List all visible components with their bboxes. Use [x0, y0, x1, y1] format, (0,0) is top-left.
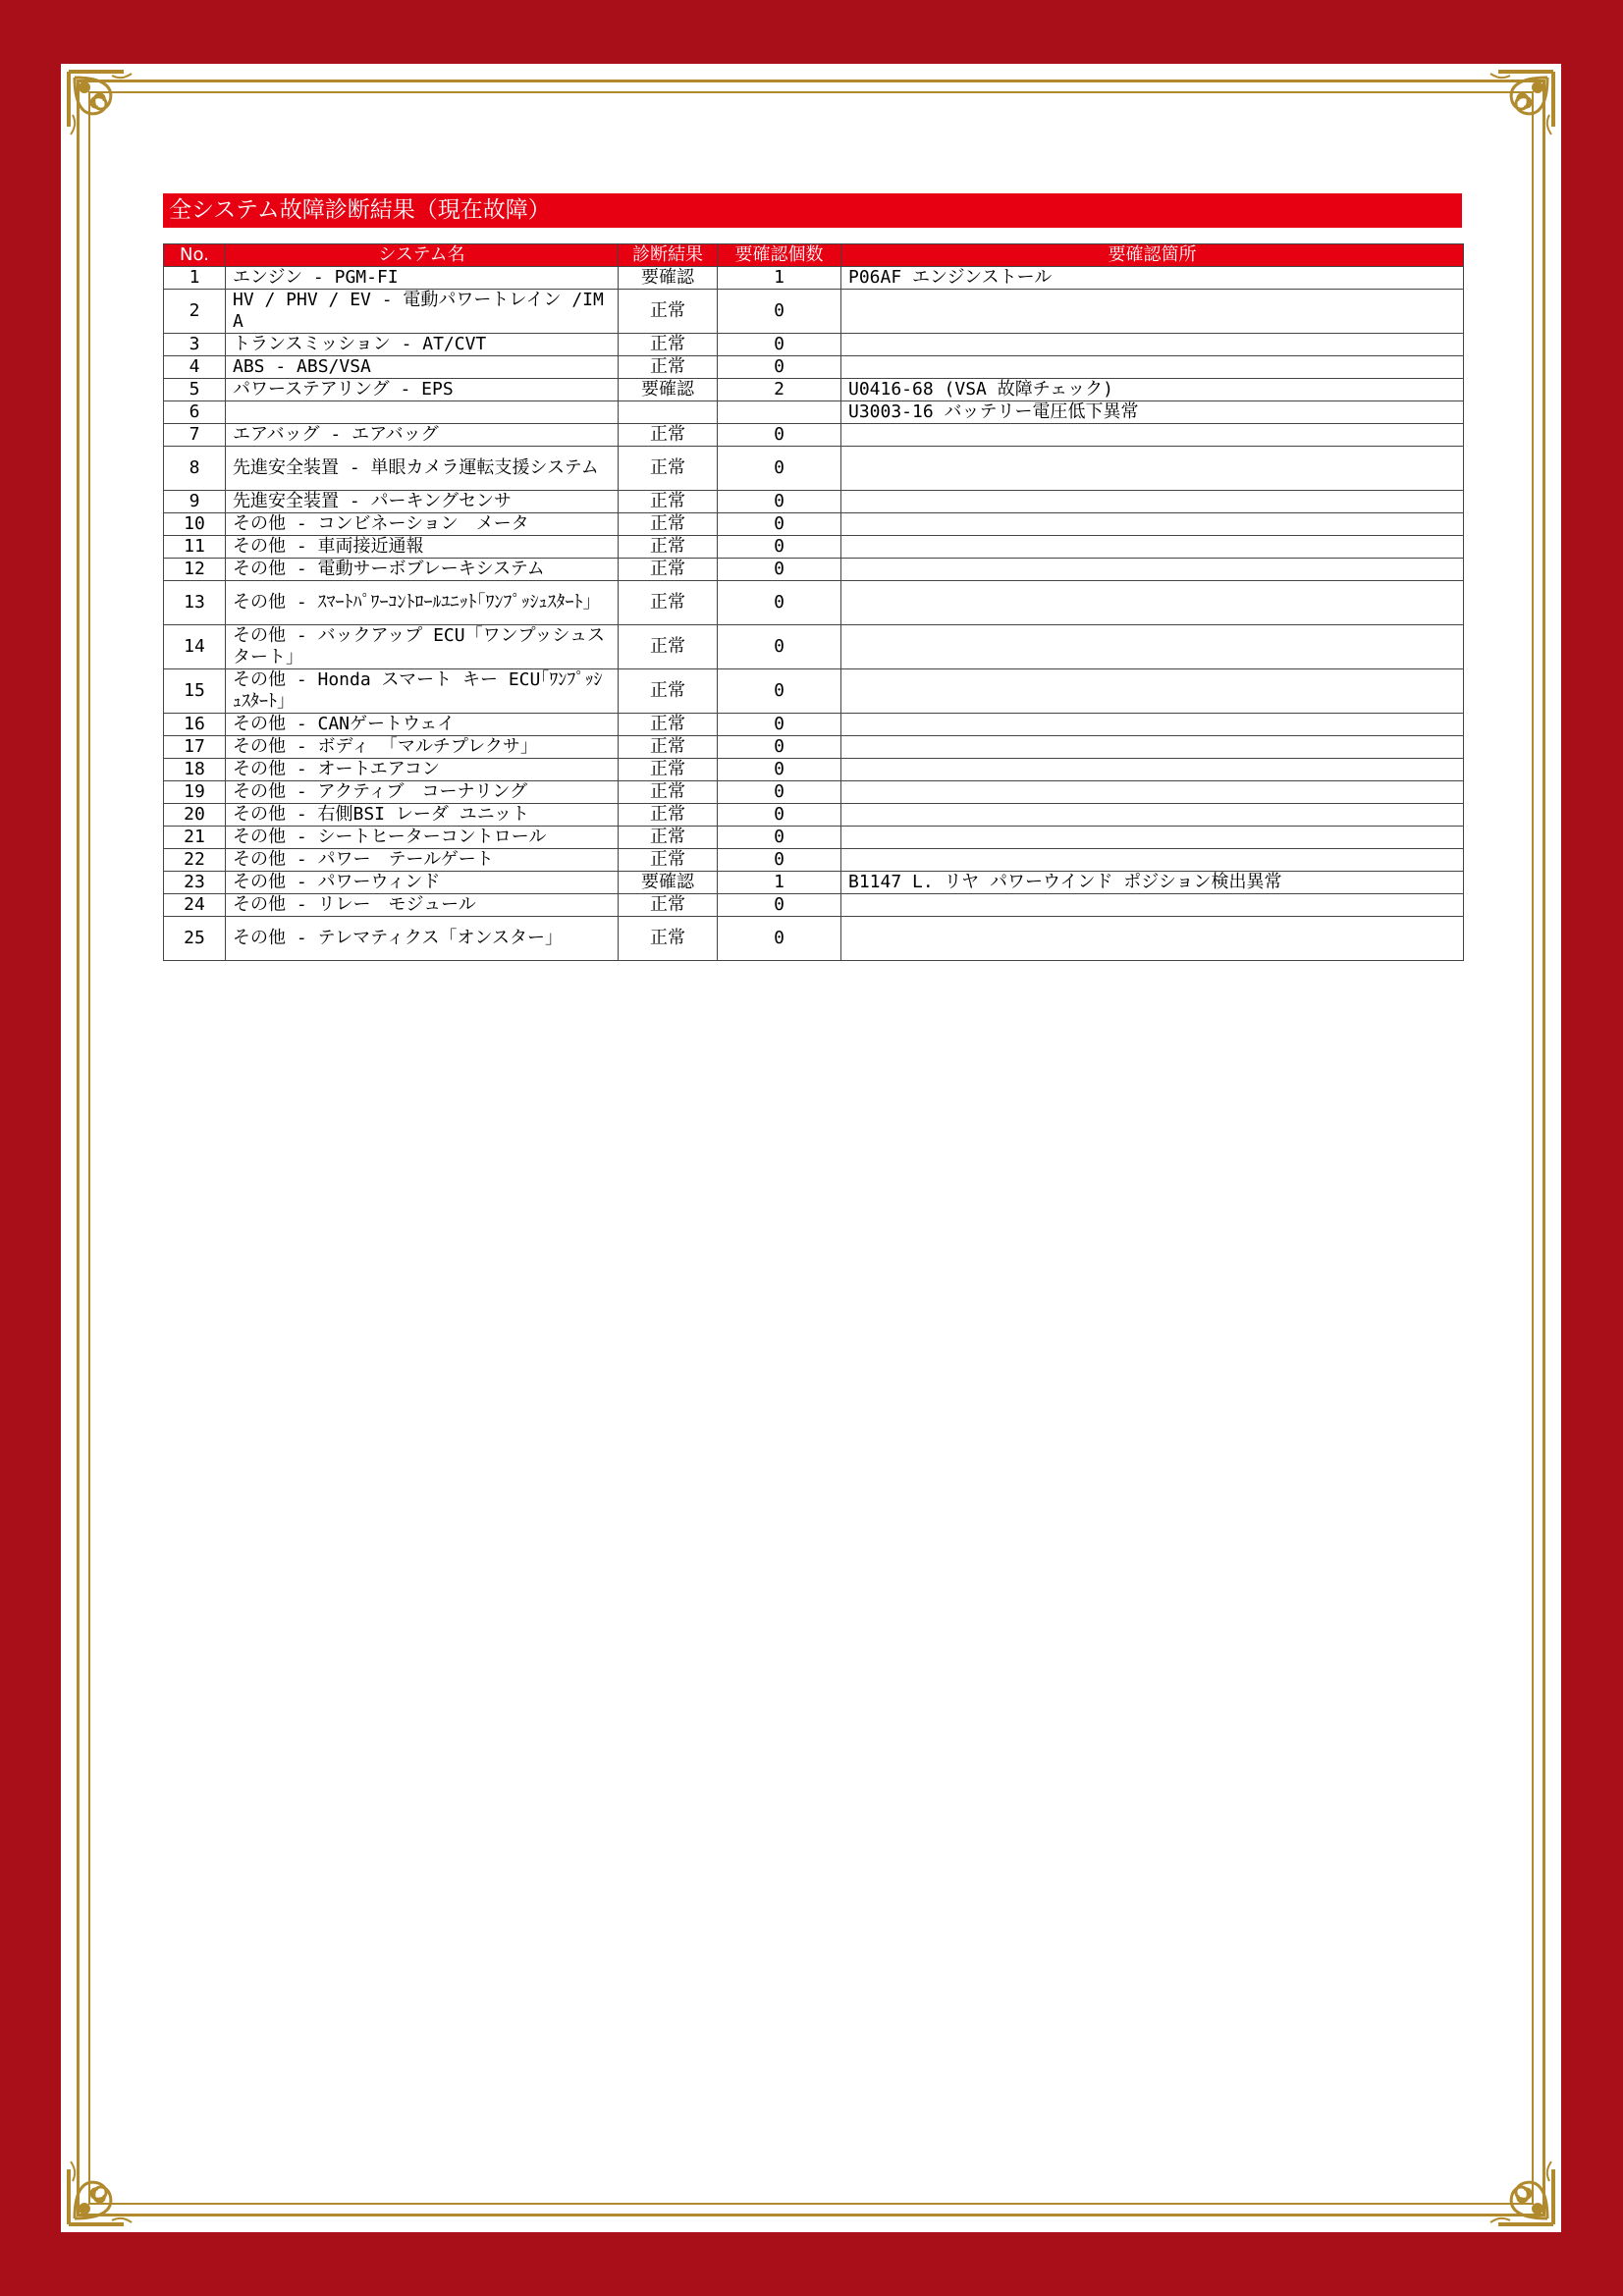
- cell-result: 正常: [619, 781, 718, 804]
- cell-count: 0: [718, 581, 841, 625]
- cell-system-name: トランスミッション - AT/CVT: [226, 334, 619, 356]
- cell-no: 9: [164, 491, 226, 513]
- cell-no: 4: [164, 356, 226, 379]
- cell-result: 要確認: [619, 379, 718, 401]
- cell-location: [841, 714, 1464, 736]
- cell-result: 正常: [619, 736, 718, 759]
- table-row: [164, 356, 1464, 379]
- cell-no: 16: [164, 714, 226, 736]
- cell-no: 23: [164, 872, 226, 894]
- cell-no: 2: [164, 290, 226, 334]
- cell-location: [841, 491, 1464, 513]
- cell-system-name: その他 - CANゲートウェイ: [226, 714, 619, 736]
- cell-count: 0: [718, 827, 841, 849]
- table-row: [164, 267, 1464, 290]
- cell-location: [841, 736, 1464, 759]
- cell-system-name: その他 - シートヒーターコントロール: [226, 827, 619, 849]
- cell-system-name: その他 - 電動サーボブレーキシステム: [226, 559, 619, 581]
- cell-result: 要確認: [619, 872, 718, 894]
- diagnosis-table: [163, 243, 1464, 961]
- cell-location: U0416-68 (VSA 故障チェック): [841, 379, 1464, 401]
- cell-count: 0: [718, 513, 841, 536]
- cell-result: 正常: [619, 536, 718, 559]
- cell-result: 正常: [619, 513, 718, 536]
- cell-system-name: その他 - 車両接近通報: [226, 536, 619, 559]
- cell-system-name: その他 - Honda スマート キー ECU｢ﾜﾝﾌﾟｯｼｭｽﾀｰﾄ｣: [226, 669, 619, 714]
- cell-system-name: その他 - パワー テールゲート: [226, 849, 619, 872]
- cell-system-name: その他 - バックアップ ECU「ワンプッシュスタート」: [226, 625, 619, 669]
- cell-location: [841, 894, 1464, 917]
- cell-count: 0: [718, 625, 841, 669]
- cell-count: 0: [718, 849, 841, 872]
- cell-result: 正常: [619, 669, 718, 714]
- cell-location: B1147 L. リヤ パワーウインド ポジション検出異常: [841, 872, 1464, 894]
- cell-result: 要確認: [619, 267, 718, 290]
- table-row: [164, 917, 1464, 961]
- table-row: [164, 669, 1464, 714]
- table-body: [164, 267, 1464, 961]
- cell-system-name: [226, 401, 619, 424]
- table-row: [164, 759, 1464, 781]
- table-row: [164, 290, 1464, 334]
- cell-count: 0: [718, 736, 841, 759]
- cell-count: 0: [718, 894, 841, 917]
- cell-no: 10: [164, 513, 226, 536]
- column-header-location: 要確認箇所: [841, 244, 1464, 267]
- cell-location: [841, 917, 1464, 961]
- table-header-row: [164, 244, 1464, 267]
- cell-result: 正常: [619, 491, 718, 513]
- cell-system-name: パワーステアリング - EPS: [226, 379, 619, 401]
- cell-no: 12: [164, 559, 226, 581]
- cell-system-name: 先進安全装置 - パーキングセンサ: [226, 491, 619, 513]
- cell-system-name: その他 - ｽﾏｰﾄﾊﾟﾜｰｺﾝﾄﾛｰﾙﾕﾆｯﾄ｢ﾜﾝﾌﾟｯｼｭｽﾀｰﾄ｣: [226, 581, 619, 625]
- cell-location: [841, 424, 1464, 447]
- cell-no: 13: [164, 581, 226, 625]
- cell-result: 正常: [619, 356, 718, 379]
- cell-location: [841, 804, 1464, 827]
- cell-result: 正常: [619, 559, 718, 581]
- cell-no: 11: [164, 536, 226, 559]
- cell-location: [841, 559, 1464, 581]
- cell-count: [718, 401, 841, 424]
- report-title: 全システム故障診断結果（現在故障）: [163, 193, 1462, 228]
- column-header-result: 診断結果: [619, 244, 718, 267]
- cell-no: 7: [164, 424, 226, 447]
- cell-result: 正常: [619, 424, 718, 447]
- cell-system-name: その他 - オートエアコン: [226, 759, 619, 781]
- cell-count: 0: [718, 714, 841, 736]
- cell-system-name: その他 - 右側BSI レーダ ユニット: [226, 804, 619, 827]
- column-header-no: No.: [164, 244, 226, 267]
- table-row: [164, 447, 1464, 491]
- table-row: [164, 827, 1464, 849]
- table-row: [164, 894, 1464, 917]
- cell-system-name: その他 - パワーウィンド: [226, 872, 619, 894]
- ornament-top-right-icon: [1479, 68, 1557, 146]
- cell-no: 14: [164, 625, 226, 669]
- table-row: [164, 714, 1464, 736]
- table-row: [164, 804, 1464, 827]
- cell-location: [841, 849, 1464, 872]
- cell-system-name: HV / PHV / EV - 電動パワートレイン /IMA: [226, 290, 619, 334]
- cell-location: [841, 759, 1464, 781]
- cell-count: 0: [718, 356, 841, 379]
- table-row: [164, 536, 1464, 559]
- cell-no: 15: [164, 669, 226, 714]
- cell-no: 18: [164, 759, 226, 781]
- cell-result: 正常: [619, 849, 718, 872]
- cell-location: P06AF エンジンストール: [841, 267, 1464, 290]
- cell-count: 0: [718, 917, 841, 961]
- cell-result: 正常: [619, 625, 718, 669]
- cell-system-name: その他 - テレマティクス「オンスター」: [226, 917, 619, 961]
- cell-result: 正常: [619, 290, 718, 334]
- cell-count: 1: [718, 267, 841, 290]
- cell-count: 1: [718, 872, 841, 894]
- cell-result: 正常: [619, 827, 718, 849]
- table-row: [164, 424, 1464, 447]
- cell-no: 25: [164, 917, 226, 961]
- report-sheet: [61, 64, 1561, 2232]
- cell-result: 正常: [619, 714, 718, 736]
- cell-system-name: その他 - アクティブ コーナリング: [226, 781, 619, 804]
- cell-count: 0: [718, 669, 841, 714]
- cell-count: 0: [718, 334, 841, 356]
- table-row: [164, 559, 1464, 581]
- cell-count: 0: [718, 759, 841, 781]
- table-row: [164, 513, 1464, 536]
- cell-count: 0: [718, 491, 841, 513]
- cell-count: 0: [718, 424, 841, 447]
- cell-system-name: 先進安全装置 - 単眼カメラ運転支援システム: [226, 447, 619, 491]
- cell-no: 20: [164, 804, 226, 827]
- cell-count: 0: [718, 447, 841, 491]
- cell-no: 3: [164, 334, 226, 356]
- cell-location: [841, 447, 1464, 491]
- table-row: [164, 401, 1464, 424]
- cell-no: 5: [164, 379, 226, 401]
- cell-location: U3003-16 バッテリー電圧低下異常: [841, 401, 1464, 424]
- cell-no: 1: [164, 267, 226, 290]
- cell-no: 21: [164, 827, 226, 849]
- cell-no: 17: [164, 736, 226, 759]
- cell-no: 19: [164, 781, 226, 804]
- cell-location: [841, 669, 1464, 714]
- cell-count: 0: [718, 804, 841, 827]
- cell-result: [619, 401, 718, 424]
- cell-no: 8: [164, 447, 226, 491]
- table-row: [164, 781, 1464, 804]
- cell-location: [841, 356, 1464, 379]
- cell-result: 正常: [619, 759, 718, 781]
- ornament-top-left-icon: [65, 68, 143, 146]
- table-row: [164, 872, 1464, 894]
- cell-count: 0: [718, 559, 841, 581]
- cell-system-name: その他 - コンビネーション メータ: [226, 513, 619, 536]
- cell-no: 6: [164, 401, 226, 424]
- ornament-bottom-right-icon: [1479, 2150, 1557, 2228]
- cell-count: 0: [718, 536, 841, 559]
- cell-location: [841, 536, 1464, 559]
- cell-location: [841, 827, 1464, 849]
- cell-result: 正常: [619, 917, 718, 961]
- cell-result: 正常: [619, 334, 718, 356]
- cell-system-name: ABS - ABS/VSA: [226, 356, 619, 379]
- table-row: [164, 581, 1464, 625]
- cell-system-name: その他 - リレー モジュール: [226, 894, 619, 917]
- cell-no: 22: [164, 849, 226, 872]
- cell-count: 0: [718, 781, 841, 804]
- table-row: [164, 849, 1464, 872]
- table-row: [164, 625, 1464, 669]
- table-row: [164, 491, 1464, 513]
- cell-result: 正常: [619, 894, 718, 917]
- cell-location: [841, 581, 1464, 625]
- cell-system-name: エアバッグ - エアバッグ: [226, 424, 619, 447]
- ornament-bottom-left-icon: [65, 2150, 143, 2228]
- cell-location: [841, 290, 1464, 334]
- cell-location: [841, 625, 1464, 669]
- table-row: [164, 334, 1464, 356]
- cell-system-name: エンジン - PGM-FI: [226, 267, 619, 290]
- cell-result: 正常: [619, 447, 718, 491]
- column-header-system: システム名: [226, 244, 619, 267]
- cell-result: 正常: [619, 581, 718, 625]
- cell-location: [841, 513, 1464, 536]
- column-header-count: 要確認個数: [718, 244, 841, 267]
- cell-system-name: その他 - ボディ 「マルチプレクサ」: [226, 736, 619, 759]
- cell-count: 2: [718, 379, 841, 401]
- cell-count: 0: [718, 290, 841, 334]
- table-row: [164, 736, 1464, 759]
- cell-no: 24: [164, 894, 226, 917]
- cell-location: [841, 781, 1464, 804]
- cell-location: [841, 334, 1464, 356]
- cell-result: 正常: [619, 804, 718, 827]
- table-row: [164, 379, 1464, 401]
